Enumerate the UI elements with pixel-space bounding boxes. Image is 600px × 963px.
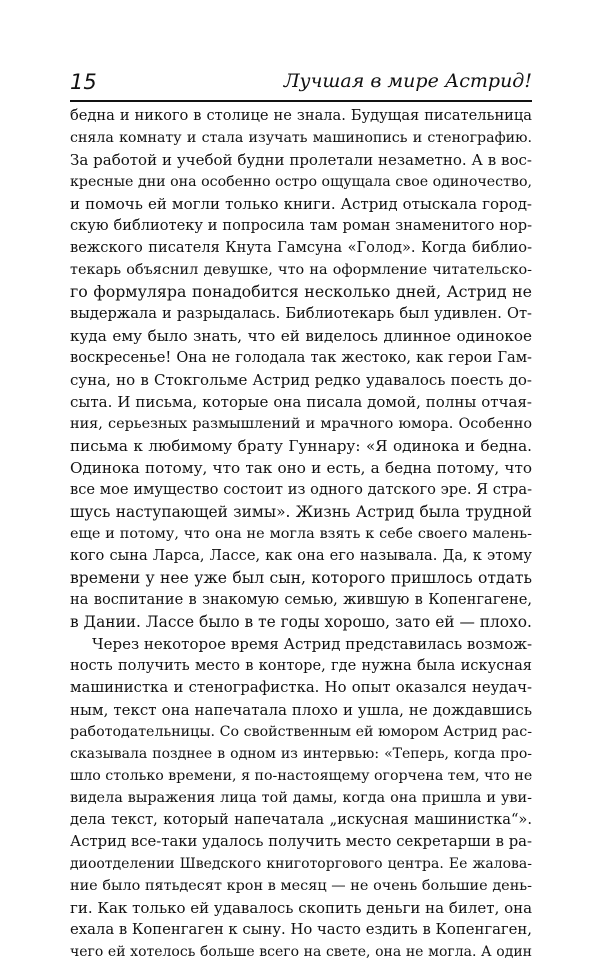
text-line: ным, текст она напечатала плохо и ушла, не дождавшись	[70, 701, 532, 719]
text-line: скую библиотеку и попросила там роман знаменитого нор-	[70, 217, 532, 234]
text-line: сказывала позднее в одном из интервью: «Теперь, когда про-	[70, 746, 532, 762]
text-line: в Дании. Лассе было в те годы хорошо, зато ей — плохо.	[70, 613, 532, 631]
text-line: воскресенье! Она не голодала так жестоко, как герои Гам-	[70, 349, 532, 366]
text-line: шло столько времени, я по-настоящему огорчена тем, что не	[70, 768, 533, 784]
text-line: Астрид все-таки удалось получить место секретарши в ра-	[70, 833, 532, 850]
page-number: 15	[70, 70, 97, 94]
text-line: кресные дни она особенно остро ощущала свое одиночество,	[70, 174, 532, 190]
running-header	[70, 66, 532, 102]
text-line: вежского писателя Кнута Гамсуна «Голод». Когда библио-	[70, 239, 532, 256]
text-line: Через некоторое время Астрид представилась возмож-	[92, 635, 533, 653]
text-line: еще и потому, что она не могла взять к себе своего малень-	[70, 526, 532, 542]
text-line: ги. Как только ей удавалось скопить деньги на билет, она	[70, 899, 533, 917]
text-line: видела выражения лица той дамы, когда она пришла и уви-	[70, 790, 532, 806]
text-line: ния, серьезных размышлений и мрачного юмора. Особенно	[70, 416, 532, 432]
text-line: ние было пятьдесят крон в месяц — не очень большие день-	[70, 878, 532, 894]
text-line: все мое имущество состоит из одного датского эре. Я стра-	[70, 481, 532, 498]
text-line: ехала в Копенгаген к сыну. Но часто ездить в Копенгаген,	[70, 921, 532, 938]
text-line: сыта. И письма, которые она писала домой, полны отчая-	[70, 393, 532, 411]
text-line: работодательницы. Со свойственным ей юмором Астрид рас-	[70, 724, 532, 740]
text-line: на воспитание в знакомую семью, жившую в Копенгагене,	[70, 591, 532, 608]
text-line: времени у нее уже был сын, которого пришлось отдать	[70, 569, 532, 587]
text-line: За работой и учебой будни пролетали незаметно. А в вос-	[70, 151, 532, 169]
text-line: машинистка и стенографистка. Но опыт оказался неудач-	[70, 679, 532, 696]
text-line: шусь наступающей зимы». Жизнь Астрид была трудной	[70, 503, 532, 521]
text-line: ность получить место в конторе, где нужна была искусная	[70, 657, 532, 674]
text-line: куда ему было знать, что ей виделось длинное одинокое	[70, 327, 532, 345]
text-line: сняла комнату и стала изучать машинопись и стенографию.	[70, 130, 532, 146]
text-line: бедна и никого в столице не знала. Будущая писательница	[70, 107, 532, 124]
text-line: диоотделении Шведского книготоргового центра. Ее жалова-	[70, 856, 532, 872]
text-line: го формуляра понадобится несколько дней, Астрид не	[70, 282, 532, 301]
text-line: письма к любимому брату Гуннару: «Я одинока и бедна.	[70, 437, 532, 455]
body-text	[70, 105, 532, 963]
text-line: и помочь ей могли только книги. Астрид отыскала город-	[70, 195, 532, 213]
text-line: кого сына Ларса, Лассе, как она его называла. Да, к этому	[70, 547, 532, 564]
text-line: дела текст, который напечатала „искусная машинистка“».	[70, 811, 532, 828]
text-line: Одинока потому, что так оно и есть, а бедна потому, что	[70, 459, 532, 477]
text-line: суна, но в Стокгольме Астрид редко удавалось поесть до-	[70, 371, 532, 389]
text-line: выдержала и разрыдалась. Библиотекарь был удивлен. От-	[70, 305, 532, 322]
running-title: Лучшая в мире Астрид!	[283, 70, 532, 92]
text-line: текарь объяснил девушке, что на оформление читательско-	[70, 262, 532, 278]
text-line: чего ей хотелось больше всего на свете, она не могла. А один	[70, 944, 532, 960]
